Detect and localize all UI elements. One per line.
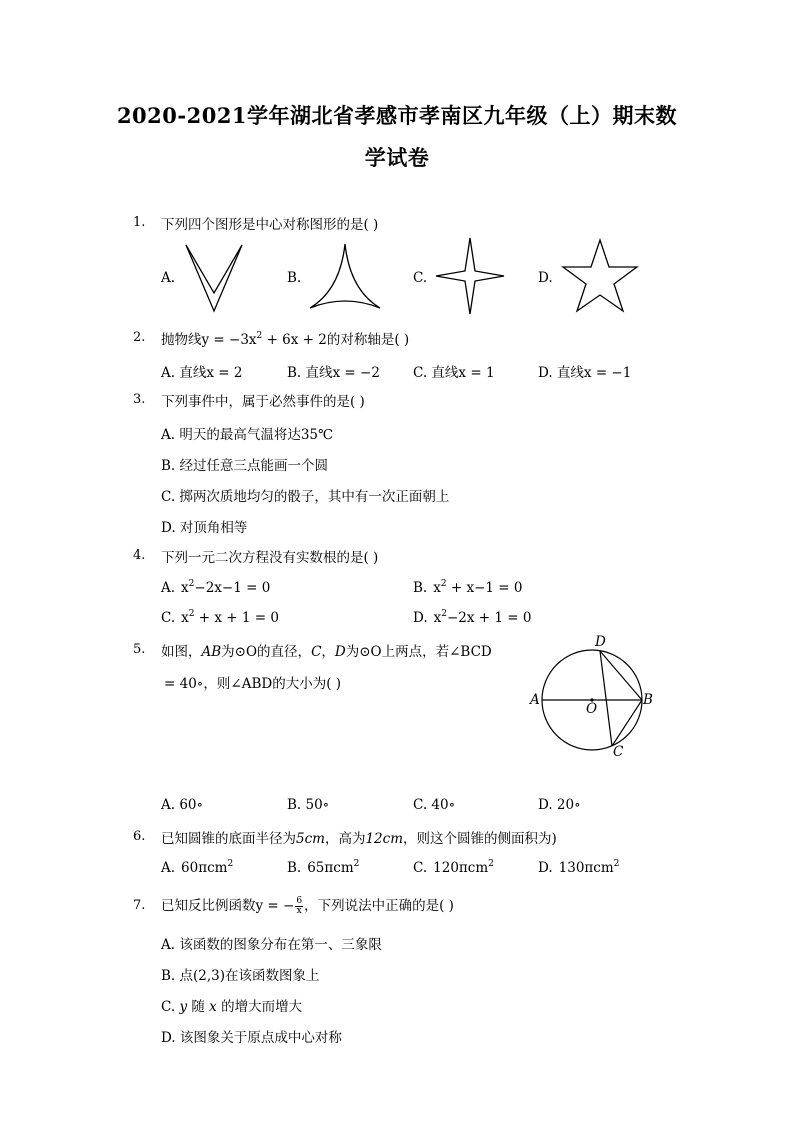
q1-option-a-label[interactable]: A. [161, 270, 176, 286]
q5-option-d[interactable]: D. 20∘ [538, 797, 581, 813]
chord-dc [600, 651, 612, 746]
q5-stem-line2: = 40∘，则∠ABD的大小为( ) [164, 676, 342, 692]
q4-option-b[interactable]: B. $x^2 + x-1 = 0$ [413, 579, 523, 596]
q2-option-d[interactable]: D. 直线x = −1 [538, 365, 632, 381]
q5-label-d: D [595, 634, 606, 650]
q2-option-b[interactable]: B. 直线x = −2 [287, 365, 380, 381]
q7-option-d[interactable]: D. 该图象关于原点成中心对称 [161, 1030, 342, 1046]
q5-label-b: B [643, 692, 653, 708]
q6-stem: 已知圆锥的底面半径为5cm，高为12cm，则这个圆锥的侧面积为) [161, 831, 557, 847]
q5-number: 5. [133, 642, 146, 657]
q4-option-d[interactable]: D. $x^2-2x + 1 = 0$ [413, 609, 532, 626]
q6-option-b[interactable]: B. 65πcm$^2$ [287, 859, 360, 876]
q1-option-b-label[interactable]: B. [287, 270, 302, 286]
q2-option-a[interactable]: A. 直线x = 2 [161, 365, 243, 381]
page-title-line2: 学试卷 [364, 145, 430, 170]
q4-number: 4. [133, 548, 146, 563]
q7-number: 7. [133, 898, 146, 913]
q2-number: 2. [133, 330, 146, 345]
q1-option-d-label[interactable]: D. [538, 270, 553, 286]
q5-label-a: A [530, 692, 540, 708]
q1-option-c-label[interactable]: C. [413, 270, 428, 286]
q7-fraction: $\frac{6}{x}$ [296, 896, 303, 916]
q3-option-b[interactable]: B. 经过任意三点能画一个圆 [161, 458, 329, 474]
q5-circle-diagram [520, 630, 660, 760]
q5-label-c: C [613, 744, 624, 760]
q2-option-c[interactable]: C. 直线x = 1 [413, 365, 495, 381]
q1-figure-c-four-point-star [434, 236, 506, 316]
q5-option-b[interactable]: B. 50∘ [287, 797, 330, 813]
q6-number: 6. [133, 829, 146, 844]
q1-figure-d-five-point-star [561, 238, 639, 314]
q3-stem: 下列事件中，属于必然事件的是( ) [161, 394, 365, 410]
chord-cb [612, 700, 642, 746]
q6-option-a[interactable]: A. 60πcm$^2$ [161, 859, 234, 876]
q5-stem-line1: 如图，AB为⊙O的直径，C，D为⊙O上两点，若∠BCD [161, 644, 492, 660]
q7-option-c[interactable]: C. y 随 x 的增大而增大 [161, 999, 303, 1015]
q7-option-b[interactable]: B. 点(2,3)在该函数图象上 [161, 968, 320, 984]
q4-option-a[interactable]: A. $x^2-2x-1 = 0$ [161, 579, 271, 596]
q1-figure-b-curved-triangle [308, 242, 382, 312]
q3-number: 3. [133, 392, 146, 407]
q6-option-d[interactable]: D. 130πcm$^2$ [538, 859, 620, 876]
q3-option-c[interactable]: C. 掷两次质地均匀的骰子，其中有一次正面朝上 [161, 489, 450, 505]
page-title: 2020-2021学年湖北省孝感市孝南区九年级（上）期末数 [116, 103, 678, 128]
q1-figure-a-v-shape [184, 243, 246, 313]
q7-option-a[interactable]: A. 该函数的图象分布在第一、三象限 [161, 937, 382, 953]
q6-option-c[interactable]: C. 120πcm$^2$ [413, 859, 494, 876]
q4-option-c[interactable]: C. $x^2 + x + 1 = 0$ [161, 609, 279, 626]
q5-label-o: O [586, 701, 598, 717]
q1-number: 1. [133, 215, 146, 230]
q3-option-a[interactable]: A. 明天的最高气温将达35℃ [161, 427, 334, 443]
q2-stem: 抛物线$y = -3x^2 + 6x + 2$的对称轴是( ) [161, 331, 410, 348]
q1-stem: 下列四个图形是中心对称图形的是( ) [161, 217, 379, 233]
q3-option-d[interactable]: D. 对顶角相等 [161, 520, 248, 536]
q5-option-c[interactable]: C. 40∘ [413, 797, 456, 813]
q7-stem: 已知反比例函数y = − $\frac{6}{x}$ ，下列说法中正确的是( ) [161, 896, 454, 916]
q4-stem: 下列一元二次方程没有实数根的是( ) [161, 550, 379, 566]
q5-option-a[interactable]: A. 60∘ [161, 797, 204, 813]
